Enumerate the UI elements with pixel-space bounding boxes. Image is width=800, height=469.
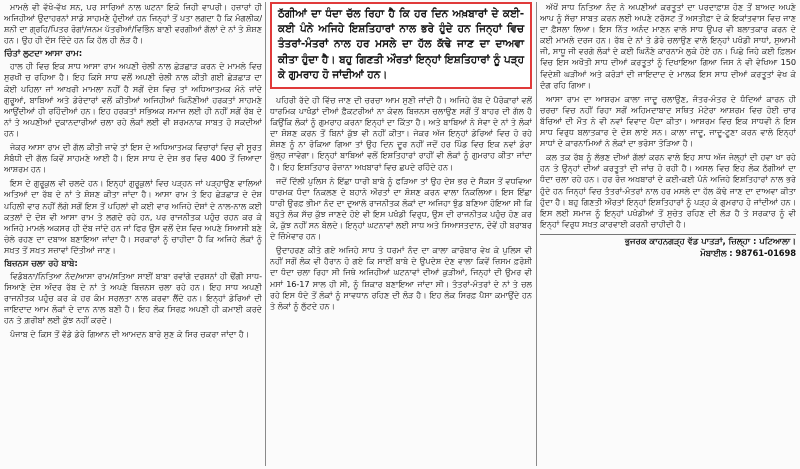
col3-paragraph: ਕਲ ਤਕ ਰੱਬ ਨੂੰ ਲੱਭਣ ਦੀਆਂ ਗੱਲਾਂ ਕਰਨ ਵਾਲੇ ਇਹ ਸਾਧ ਅੱਜ ਜੇਲ੍ਹਾਂ ਦੀ ਹਵਾ ਖਾ ਰਹੇ ਹਨ ਤੇ ਉਨ੍ਹਾਂ ਦੀਆਂ ਕਰਤੂਤਾਂ ਦੀ ਜਾਂਚ ਹੋ ਰਹੀ ਹੈ। ਅਸਲ ਵਿਚ ਇਹ ਲੋਕ ਠੱਗੀਆਂ ਦਾ ਧੰਦਾ ਚਲਾ ਰਹੇ ਹਨ। ਹਰ ਰੋਜ਼ ਅਖ਼ਬਾਰਾਂ ਦੇ ਕਈ-ਕਈ ਪੰਨੇ ਅਜਿਹੇ ਇਸ਼ਤਿਹਾਰਾਂ ਨਾਲ ਭਰੇ ਹੁੰਦੇ ਹਨ ਜਿਨ੍ਹਾਂ ਵਿਚ ਤੰਤਰਾਂ-ਮੰਤਰਾਂ ਨਾਲ ਹਰ ਮਸਲੇ ਦਾ ਹੱਲ ਕੱਢੇ ਜਾਣ ਦਾ ਦਾਅਵਾ ਕੀਤਾ ਹੁੰਦਾ ਹੈ। ਬਹੁ ਗਿਣਤੀ ਔਰਤਾਂ ਇਨ੍ਹਾਂ ਇਸ਼ਤਿਹਾਰਾਂ ਨੂੰ ਪੜ੍ਹ ਕੇ ਗੁਮਰਾਹ ਹੋ ਜਾਂਦੀਆਂ ਹਨ। ਇਸ ਲਈ ਸਮਾਜ ਨੂੰ ਇਨ੍ਹਾਂ ਪਖੰਡੀਆਂ ਤੋਂ ਸੁਚੇਤ ਰਹਿਣ ਦੀ ਲੋੜ ਹੈ ਤੇ ਸਰਕਾਰ ਨੂੰ ਵੀ ਇਨ੍ਹਾਂ ਵਿਰੁਧ ਸਖ਼ਤ ਕਾਰਵਾਈ ਕਰਨੀ ਚਾਹੀਦੀ ਹੈ। bbox=[540, 152, 796, 229]
author-byline: ਭੁਜਰਕ ਕਾਹਨਗੜ੍ਹ ਵੱਡ ਪਾਤੜਾਂ, ਜ਼ਿਲ੍ਹਾ : ਪਟਿਆਲਾ। bbox=[540, 234, 796, 248]
col1-paragraph: ਹਾਲ ਹੀ ਵਿਚ ਇਕ ਸਾਧ ਆਸਾ ਰਾਮ ਅਪਣੀ ਚੇਲੀ ਨਾਲ ਛੇੜਛਾੜ ਕਰਨ ਦੇ ਮਾਮਲੇ ਵਿਚ ਸੁਰਖੀ ਚ ਰਹਿਆ ਹੈ। ਇਹ ਕਿਸੇ ਸਾਧ ਵਲੋਂ ਅਪਣੀ ਚੇਲੀ ਨਾਲ ਕੀਤੀ ਗਈ ਛੇੜਛਾੜ ਦਾ ਕੋਈ ਪਹਿਲਾ ਜਾਂ ਆਖ਼ਰੀ ਮਾਮਲਾ ਨਹੀਂ ਹੈ ਸਗੋਂ ਦੇਸ਼ ਵਿਚ ਤਾਂ ਅਧਿਆਤਮਕ ਮੰਨੇ ਜਾਂਦੇ ਗੁਰੂਆਂ, ਬਾਬਿਆਂ ਅਤੇ ਡੇਰੇਦਾਰਾਂ ਵਲੋਂ ਕੀਤੀਆਂ ਅਜਿਹੀਆਂ ਘਿਨੌਣੀਆਂ ਹਰਕਤਾਂ ਸਾਹਮਣੇ ਆਉਂਦੀਆਂ ਹੀ ਰਹਿੰਦੀਆਂ ਹਨ। ਇਹ ਹਰਕਤਾਂ ਸਭਿਅਕ ਸਮਾਜ ਲਈ ਹੀ ਨਹੀਂ ਸਗੋਂ ਰੱਬ ਦੇ ਨਾਂ ਤੇ ਅਪਣੀਆਂ ਦੁਕਾਨਦਾਰੀਆਂ ਚਲਾ ਰਹੇ ਲੋਕਾਂ ਲਈ ਵੀ ਸ਼ਰਮਨਾਕ ਸਾਬਤ ਹੋ ਸਕਦੀਆਂ ਹਨ। bbox=[4, 61, 262, 138]
col1-paragraph: ਜੇਕਰ ਆਸਾ ਰਾਮ ਦੀ ਗੱਲ ਕੀਤੀ ਜਾਵੇ ਤਾਂ ਇਸ ਦੇ ਅਧਿਆਤਮਕ ਵਿਚਾਰਾਂ ਵਿਚ ਵੀ ਸੂਰਤ ਸੰਬੰਧੀ ਦੀ ਗੱਲ ਕਿਵੇਂ ਸਾਹਮਣੇ ਆਈ ਹੈ। ਇਸ ਸਾਧ ਦੇ ਦੇਸ਼ ਭਰ ਵਿਚ 400 ਤੋਂ ਜ਼ਿਆਦਾ ਆਸ਼ਰਮ ਹਨ। bbox=[4, 142, 262, 175]
col1-paragraph: ਇਸ ਦੇ ਗੁਰੂਕੁਲ ਵੀ ਚਲਦੇ ਹਨ। ਇਨ੍ਹਾਂ ਗੁਰੂਕੁਲਾਂ ਵਿਚ ਪੜ੍ਹਨ ਜਾਂ ਪੜ੍ਹਾਉਣ ਵਾਲਿਆਂ ਅਤਿਆਂ ਦਾ ਰੱਬ ਦੇ ਨਾਂ ਤੇ ਸ਼ੋਸ਼ਣ ਕੀਤਾ ਜਾਂਦਾ ਹੈ। ਆਸਾ ਰਾਮ ਤੇ ਇਹ ਛੇੜਛਾੜ ਦੇ ਦੋਸ਼ ਪਹਿਲੀ ਵਾਰ ਨਹੀਂ ਲੱਗੇ ਸਗੋਂ ਇਸ ਤੋਂ ਪਹਿਲਾਂ ਵੀ ਕਈ ਵਾਰ ਅਜਿਹੇ ਦੋਸ਼ਾਂ ਦੇ ਨਾਲ-ਨਾਲ ਕਈ ਕਤਲਾਂ ਦੇ ਦੋਸ਼ ਵੀ ਆਸਾ ਰਾਮ ਤੇ ਲਗਦੇ ਰਹੇ ਹਨ, ਪਰ ਰਾਜਨੀਤਕ ਪਹੁੰਚ ਰਹਨ ਕਰ ਕੇ ਅਜਿਹੇ ਮਾਮਲੇ ਅਕਸਰ ਹੀ ਦੱਬ ਜਾਂਦੇ ਹਨ ਜਾਂ ਫਿਰ ਉਸ ਵਲੋਂ ਦੇਸ਼ ਵਿਚ ਅਪਣੇ ਸਿਆਸੀ ਬਣੇ ਚੇਲੇ ਰਹਣ ਦਾ ਦਬਾਅ ਬਣਾਇਆ ਜਾਂਦਾ ਹੈ। ਸਰਕਾਰਾਂ ਨੂੰ ਚਾਹੀਦਾ ਹੈ ਕਿ ਅਜਿਹੇ ਲੋਕਾਂ ਨੂੰ ਸਖ਼ਤ ਤੋਂ ਸਖ਼ਤ ਸਜ਼ਾਵਾਂ ਦਿੱਤੀਆਂ ਜਾਣ। bbox=[4, 178, 262, 255]
section-heading: ਬਿਜ਼ਨਸ ਚਲਾ ਰਹੇ ਬਾਬੇ: bbox=[4, 258, 78, 269]
pull-quote-text: ਠੱਗੀਆਂ ਦਾ ਧੰਦਾ ਚੱਲ ਰਿਹਾ ਹੈ ਕਿ ਹਰ ਦਿਨ ਅਖ਼ਬਾਰਾਂ ਦੇ ਕਈ-ਕਈ ਪੰਨੇ ਅਜਿਹੇ ਇਸ਼ਤਿਹਾਰਾਂ ਨਾਲ ਭਰੇ ਹੁੰਦੇ ਹਨ ਜਿਨ੍ਹਾਂ ਵਿਚ ਤੰਤਰਾਂ-ਮੰਤਰਾਂ ਨਾਲ ਹਰ ਮਸਲੇ ਦਾ ਹੱਲ ਕੱਢੇ ਜਾਣ ਦਾ ਦਾਅਵਾ ਕੀਤਾ ਹੁੰਦਾ ਹੈ। ਬਹੁ ਗਿਣਤੀ ਔਰਤਾਂ ਇਨ੍ਹਾਂ ਇਸ਼ਤਿਹਾਰਾਂ ਨੂੰ ਪੜ੍ਹ ਕੇ ਗੁਮਰਾਹ ਹੋ ਜਾਂਦੀਆਂ ਹਨ। bbox=[278, 8, 524, 81]
pull-quote-box bbox=[270, 2, 532, 89]
author-phone: ਮੋਬਾਈਲ : 98761-01698 bbox=[700, 247, 796, 258]
col1-paragraph: ਵਿਡੰਬਨਾ/ਨਿਤਿਆ ਨੰਦ/ਆਸਾ ਰਾਮ/ਸਤਿਆ ਸਾਈਂ ਬਾਬਾ ਰਵਾਂਗੇ ਦਰਸ਼ਨਾਂ ਹੀ ਢੌਂਗੀ ਸਾਧ-ਸਿਆਣੇ ਦੇਸ਼ ਅੰਦਰ ਰੱਬ ਦੇ ਨਾਂ ਤੇ ਅਪਣੇ ਬਿਜ਼ਨਸ ਚਲਾ ਰਹੇ ਹਨ। ਇਹ ਸਾਧ ਅਪਣੀ ਰਾਜਨੀਤਕ ਪਹੁੰਚ ਕਰ ਕੇ ਹਰ ਕੰਮ ਸਰਲਤਾ ਨਾਲ ਕਰਵਾ ਲੈਂਦੇ ਹਨ। ਇਨ੍ਹਾਂ ਡੇਰਿਆਂ ਦੀ ਜਾਇਦਾਦ ਆਮ ਲੋਕਾਂ ਦੇ ਦਾਨ ਨਾਲ ਬਣੀ ਹੈ। ਇਹ ਲੋਕ ਸਿਰਫ਼ ਅਪਣੀ ਹੀ ਕਮਾਈ ਕਰਦੇ ਹਨ ਤੇ ਗ਼ਰੀਬਾਂ ਲਈ ਕੁੱਝ ਨਹੀਂ ਕਰਦੇ। bbox=[4, 270, 262, 326]
col2-paragraph: ਪਹਿਰੀ ਰੱਦੇ ਹੀ ਵਿੱਚ ਜਾਣ ਦੀ ਚਰਚਾ ਆਮ ਸੁਣੀ ਜਾਂਦੀ ਹੈ। ਅਜਿਹੇ ਰੱਬ ਦੇ ਪੈਰੋਕਾਰਾਂ ਵਲੋਂ ਧਾਰਮਿਕ ਪਾਖੰਡਾਂ ਦੀਆਂ ਫ਼ੈਕਟਰੀਆਂ ਨਾ ਕੇਵਲ ਬਿਜ਼ਨਸ ਚਲਾਉਣ ਸਗੋਂ ਤੋਂ ਬਾਹਰ ਦੀ ਗੱਲ ਹੈ ਕਿਉਂਕਿ ਲੋਕਾਂ ਨੂੰ ਗੁਮਰਾਹ ਕਰਨਾ ਇਨ੍ਹਾਂ ਦਾ ਕਿੱਤਾ ਹੈ। ਅਤੇ ਬਾਬਿਆਂ ਨੇ ਸੇਵਾ ਦੇ ਨਾਂ ਤੇ ਲੋਕਾਂ ਦਾ ਸ਼ੋਸ਼ਣ ਕਰਨ ਤੋਂ ਬਿਨਾਂ ਕੁੱਝ ਵੀ ਨਹੀਂ ਕੀਤਾ। ਜੇਕਰ ਅੱਜ ਇਨ੍ਹਾਂ ਡੇਰਿਆਂ ਵਿਚ ਹੋ ਰਹੇ ਸ਼ੋਸ਼ਣ ਨੂੰ ਨਾ ਰੋਕਿਆ ਗਿਆ ਤਾਂ ਉਹ ਦਿਨ ਦੂਰ ਨਹੀਂ ਜਦੋਂ ਹਰ ਪਿੰਡ ਵਿਚ ਇਕ ਨਵਾਂ ਡੇਰਾ ਖੁੱਲ੍ਹ ਜਾਵੇਗਾ। ਇਨ੍ਹਾਂ ਬਾਬਿਆਂ ਵਲੋਂ ਇਸ਼ਤਿਹਾਰਾਂ ਰਾਹੀਂ ਵੀ ਲੋਕਾਂ ਨੂੰ ਗੁਮਰਾਹ ਕੀਤਾ ਜਾਂਦਾ ਹੈ। ਇਹ ਇਸ਼ਤਿਹਾਰ ਰੋਜ਼ਾਨਾ ਅਖ਼ਬਾਰਾਂ ਵਿਚ ਛਪਦੇ ਰਹਿੰਦੇ ਹਨ। bbox=[270, 95, 532, 172]
article-column-1 bbox=[4, 2, 262, 466]
col2-paragraph: ਜਦੋਂ ਦਿੱਲੀ ਪੁਲਿਸ ਨੇ ਇੱਛਾ ਧਾਰੀ ਬਾਬੇ ਨੂੰ ਫੜਿਆ ਤਾਂ ਉਹ ਦੇਸ਼ ਭਰ ਦੇ ਸੈਕਸ ਤੋਂ ਵਧਵਿਆ ਧਾਰਮਕ ਧੰਦਾ ਨਿਕਲਣ ਦੇ ਬਹਾਨੇ ਔਰਤਾਂ ਦਾ ਸ਼ੋਸ਼ਣ ਕਰਨ ਵਾਲਾ ਨਿਕਲਿਆ। ਇਸ ਇੱਛਾ ਧਾਰੀ ਉਰਫ਼ ਭੀਮਾ ਨੰਦ ਦਾ ਦੁਆਲੇ ਰਾਜਨੀਤਕ ਲੋਕਾਂ ਦਾ ਅਜਿਹਾ ਝੁੰਡ ਬਣਿਆ ਹੋਇਆ ਸੀ ਕਿ ਬਹੁਤੇ ਲੋਕ ਸੱਚ ਕੁੱਝ ਜਾਣਦੇ ਹੋਏ ਵੀ ਇਸ ਪਖੰਡੀ ਵਿਰੁਧ, ਉਸ ਦੀ ਰਾਜਨੀਤਕ ਪਹੁੰਚ ਹੋਣ ਕਰ ਕੇ, ਕੁੱਝ ਨਹੀਂ ਸਨ ਬੋਲਦੇ। ਇਨ੍ਹਾਂ ਘਟਨਾਵਾਂ ਲਈ ਸਾਧ ਅਤੇ ਸਿਆਸਤਦਾਨ, ਦੋਵੇਂ ਹੀ ਬਰਾਬਰ ਦੇ ਜ਼ਿੰਮੇਵਾਰ ਹਨ। bbox=[270, 175, 532, 242]
col2-paragraph: ਉਦਾਹਰਣ ਕੀਤੇ ਗਏ ਅਜਿਹੇ ਸਾਧ ਤੇ ਧਰਮਾਂ ਨੰਦ ਦਾ ਕਾਲਾ ਕਾਰੋਬਾਰ ਵੇਖ ਕੇ ਪੁਲਿਸ ਵੀ ਨਹੀਂ ਸਗੋਂ ਲੋਕ ਵੀ ਹੈਰਾਨ ਹੋ ਗਏ ਕਿ ਸਾਈਂ ਬਾਬੇ ਦੇ ਉਪਦੇਸ਼ ਦੇਣ ਵਾਲਾ ਕਿਵੇਂ ਜ਼ਿਸਮ ਫ਼ਰੋਸ਼ੀ ਦਾ ਧੰਦਾ ਚਲਾ ਰਿਹਾ ਸੀ ਜਿਥੇ ਅਜਿਹੀਆਂ ਘਟਨਾਵਾਂ ਦੀਆਂ ਕੁੜੀਆਂ, ਜਿਨ੍ਹਾਂ ਦੀ ਉਮਰ ਵੀ ਮਸਾਂ 16-17 ਸਾਲ ਹੀ ਸੀ, ਨੂੰ ਸ਼ਿਕਾਰ ਬਣਾਇਆ ਜਾਂਦਾ ਸੀ। ਤੰਤਰਾਂ-ਮੰਤਰਾਂ ਦੇ ਨਾਂ ਤੇ ਚਲ ਰਹੇ ਇਸ ਧੰਦੇ ਤੋਂ ਲੋਕਾਂ ਨੂੰ ਸਾਵਧਾਨ ਰਹਿਣ ਦੀ ਲੋੜ ਹੈ। ਇਹ ਲੋਕ ਸਿਰਫ਼ ਪੈਸਾ ਕਮਾਉਂਦੇ ਹਨ ਤੇ ਲੋਕਾਂ ਨੂੰ ਲੁੱਟਦੇ ਹਨ। bbox=[270, 245, 532, 311]
column-divider bbox=[265, 2, 266, 466]
column-divider bbox=[536, 2, 537, 466]
col3-paragraph: ਅੱਖੋਂ ਸਾਧ ਨਿਤਿਆ ਨੰਦ ਨੇ ਅਪਣੀਆਂ ਕਰਤੂਤਾਂ ਦਾ ਪਰਦਾਫ਼ਾਸ਼ ਹੋਣ ਤੋਂ ਬਾਅਦ ਅਪਣੇ ਆਪ ਨੂੰ ਸੱਚਾ ਸਾਬਤ ਕਰਨ ਲਈ ਅਪਣੇ ਟਰੱਸਟ ਤੋਂ ਅਸਤੀਫ਼ਾ ਦੇ ਕੇ ਇਕਾਂਤਵਾਸ ਵਿਚ ਜਾਣ ਦਾ ਫ਼ੈਸਲਾ ਲਿਆ। ਇਸ ਨਿੱਤ ਅਨੰਦ ਮਾਣਨ ਵਾਲੇ ਸਾਧ ਉਪਰ ਵੀ ਬਲਾਤਕਾਰ ਕਰਨ ਦੇ ਕਈ ਮਾਮਲੇ ਦਰਜ ਹਨ। ਰੱਬ ਦੇ ਨਾਂ ਤੇ ਡੇਰੇ ਚਲਾਉਣ ਵਾਲੇ ਇਨ੍ਹਾਂ ਪਖੰਡੀ ਸਾਧਾਂ, ਸੁਆਮੀ ਜੀ, ਸਾਧੂ ਜੀ ਵਰਗੇ ਲੋਕਾਂ ਦੇ ਕਈ ਘਿਨੌਣੇ ਕਾਰਨਾਮੇ ਲੁਕੇ ਹੋਏ ਹਨ। ਪਿਛੇ ਜਿਹੇ ਕਈ ਫ਼ਿਲਮ ਵਿਚ ਇਸ ਅਖੌਤੀ ਸਾਧ ਦੀਆਂ ਕਰਤੂਤਾਂ ਨੂੰ ਦਿਖਾਇਆ ਗਿਆ ਜਿਸ ਨੇ ਵੀ ਵੇਖਿਆ 150 ਵਿਦੇਸ਼ੀ ਘੜੀਆਂ ਅਤੇ ਕਰੋੜਾਂ ਦੀ ਜਾਇਦਾਦ ਦੇ ਮਾਲਕ ਇਸ ਸਾਧ ਦੀਆਂ ਕਰਤੂਤਾਂ ਵੇਖ ਕੇ ਦੰਗ ਰਹਿ ਗਿਆ। bbox=[540, 2, 796, 90]
col1-paragraph: ਪੰਜਾਬ ਦੇ ਕਿਸ ਤੋਂ ਵੱਡੇ ਡੇਰੇ ਗਿਆਨ ਦੀ ਆਮਦਨ ਬਾਰੇ ਸੁਣ ਕੇ ਸਿਰ ਚਕਰਾ ਜਾਂਦਾ ਹੈ। bbox=[10, 329, 250, 340]
col1-paragraph: ਮਾਮਲੇ ਵੀ ਵੱਖੋ-ਵੱਖ ਸਨ, ਪਰ ਸਾਰਿਆਂ ਨਾਲ ਘਟਨਾ ਇਕੋ ਜਿਹੀ ਵਾਪਰੀ। ਹਜ਼ਾਰਾਂ ਹੀ ਅਜਿਹੀਆਂ ਉਦਾਹਰਨਾਂ ਸਾਡੇ ਸਾਹਮਣੇ ਹੁੰਦੀਆਂ ਹਨ ਜਿਨ੍ਹਾਂ ਤੋਂ ਪਤਾ ਲਗਦਾ ਹੈ ਕਿ ਮੰਗਲੀਕ/ਸ਼ਨੀ ਦਾ ਗ੍ਰਹਿ/ਪਿਤਰ ਰੋਗਾਂ/ਜਨਮ ਪੱਤਰੀਆਂ/ਵਿਭਿੰਨ ਬਾਣੀ ਵਰਗੀਆਂ ਗੱਲਾਂ ਦੇ ਨਾਂ ਤੇ ਸ਼ੋਸ਼ਣ ਹਨ। ਉਹ ਹੀ ਦੱਸ ਦਿੰਦੇ ਹਨ ਕਿ ਹੱਲ ਹੀ ਲੋੜ ਹੈ। bbox=[4, 2, 262, 46]
col3-paragraph: ਆਸਾ ਰਾਮ ਦਾ ਆਸ਼ਰਮ ਕਾਲਾ ਜਾਦੂ ਚਲਾਉਣ, ਜੰਤਰ-ਮੰਤਰ ਦੇ ਧੰਦਿਆਂ ਕਾਰਨ ਹੀ ਚਰਚਾ ਵਿਚ ਨਹੀਂ ਰਿਹਾ ਸਗੋਂ ਅਹਿਮਦਾਬਾਦ ਸਥਿਤ ਮੋਟੇਰਾ ਆਸ਼ਰਮ ਵਿਚ ਹੋਈ ਚਾਰ ਬੱਚਿਆਂ ਦੀ ਮੌਤ ਨੇ ਵੀ ਨਵਾਂ ਵਿਵਾਦ ਪੈਦਾ ਕੀਤਾ। ਆਸ਼ਰਮ ਵਿਚ ਇਕ ਸਾਧਵੀ ਨੇ ਇਸ ਸਾਧ ਵਿਰੁਧ ਬਲਾਤਕਾਰ ਦੇ ਦੋਸ਼ ਲਾਏ ਸਨ। ਕਾਲਾ ਜਾਦੂ, ਜਾਦੂ-ਟੂਣਾ ਕਰਨ ਵਾਲੇ ਇਨ੍ਹਾਂ ਸਾਧਾਂ ਦੇ ਕਾਰਨਾਮਿਆਂ ਨੇ ਲੋਕਾਂ ਦਾ ਭਰੋਸਾ ਤੋੜਿਆ ਹੈ। bbox=[540, 93, 796, 149]
article-column-3 bbox=[540, 2, 796, 466]
article-column-2 bbox=[270, 2, 532, 466]
section-heading: ਚਿੰਤਾਂ ਲੁਟਦਾ ਆਸਾ ਰਾਮ: bbox=[4, 49, 83, 60]
